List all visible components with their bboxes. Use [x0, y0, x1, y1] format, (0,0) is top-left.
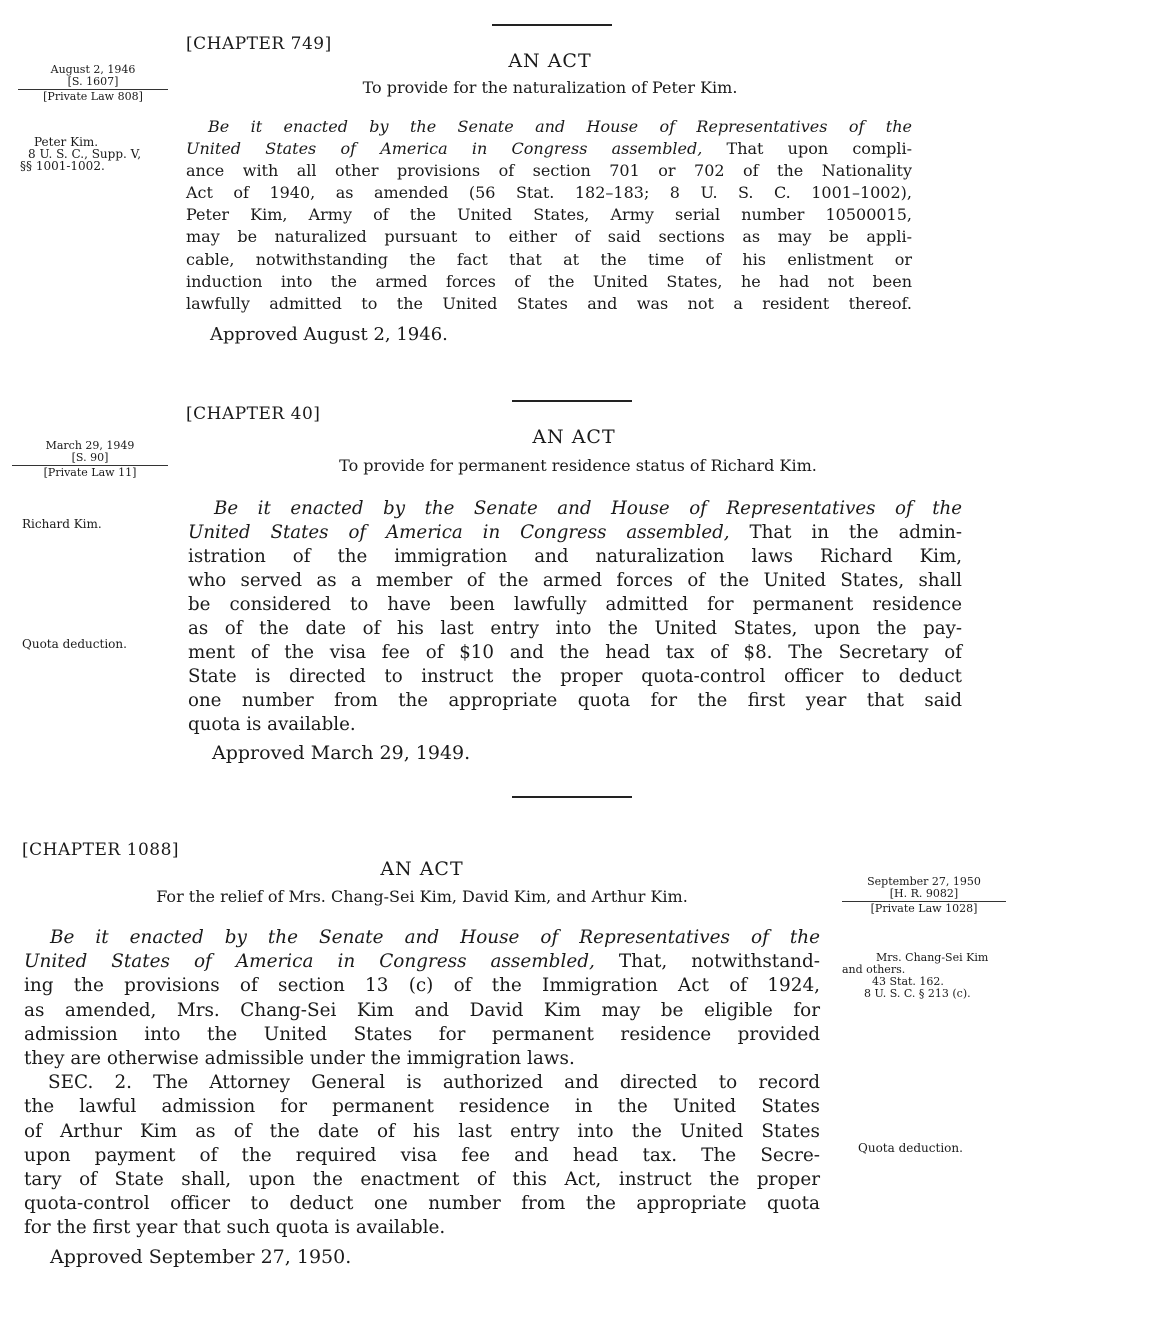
text-line: may be naturalized pursuant to either of said sections as may be appli-: [186, 227, 912, 247]
text-line: State is directed to instruct the proper quota-control officer to deduct: [188, 666, 962, 687]
text-line: United States of America in Congress assembled, That upon compli-: [186, 139, 912, 159]
act-heading: AN ACT: [532, 426, 616, 448]
margin-bill: [H. R. 9082]: [889, 887, 959, 900]
text-line: Peter Kim, Army of the United States, Army serial number 10500015,: [186, 205, 912, 225]
margin-date: March 29, 1949: [45, 439, 135, 452]
margin-notes: [20, 136, 170, 172]
approved-date: Approved September 27, 1950.: [50, 1246, 352, 1268]
text-line: cable, notwithstanding the fact that at the time of his enlistment or: [186, 249, 912, 269]
margin-bill: [S. 1607]: [67, 75, 119, 88]
margin-header: [12, 440, 168, 479]
act-purpose: To provide for permanent residence status of Richard Kim.: [339, 456, 817, 475]
act-purpose: To provide for the naturalization of Peter Kim.: [362, 78, 738, 97]
act-purpose: For the relief of Mrs. Chang-Sei Kim, David Kim, and Arthur Kim.: [156, 887, 688, 906]
chapter-number: [CHAPTER 40]: [186, 404, 321, 424]
text-line: of Arthur Kim as of the date of his last entry into the United States: [24, 1120, 820, 1142]
margin-header: [842, 876, 1006, 915]
margin-private-law: [Private Law 11]: [43, 466, 137, 479]
text-line: istration of the immigration and naturalization laws Richard Kim,: [188, 546, 962, 567]
margin-bill: [S. 90]: [71, 451, 109, 464]
text-line: quota is available.: [188, 714, 356, 735]
act-text: [188, 497, 962, 737]
margin-note: and others.: [842, 963, 906, 976]
text-line: ing the provisions of section 13 (c) of the Immigration Act of 1924,: [24, 975, 820, 997]
margin-rule: [12, 465, 168, 466]
margin-note: 8 U. S. C. § 213 (c).: [864, 987, 971, 1000]
approved-date: Approved August 2, 1946.: [210, 324, 448, 345]
margin-notes: [842, 952, 1012, 1000]
margin-private-law: [Private Law 1028]: [870, 902, 978, 915]
text-line: as amended, Mrs. Chang-Sei Kim and David Kim may be eligible for: [24, 999, 820, 1021]
text-line: United States of America in Congress assembled, That, notwithstand-: [24, 951, 820, 973]
text-line: they are otherwise admissible under the immigration laws.: [24, 1048, 575, 1070]
text-line: Be it enacted by the Senate and House of Representatives of the: [208, 117, 912, 136]
text-line: be considered to have been lawfully admitted for permanent residence: [188, 594, 962, 615]
text-line: United States of America in Congress assembled, That in the admin-: [188, 522, 962, 543]
margin-private-law: [Private Law 808]: [43, 90, 143, 103]
text-line: as of the date of his last entry into the United States, upon the pay-: [188, 618, 962, 639]
section-divider: [492, 24, 612, 26]
margin-note: 43 Stat. 162.: [872, 975, 944, 988]
margin-note: Mrs. Chang-Sei Kim: [876, 951, 989, 964]
margin-header: [18, 64, 168, 103]
margin-note: Richard Kim.: [22, 517, 102, 531]
text-line: quota-control officer to deduct one number from the appropriate quota: [24, 1193, 820, 1215]
chapter-number: [CHAPTER 1088]: [22, 840, 180, 860]
margin-date: September 27, 1950: [867, 875, 981, 888]
act-text: [186, 116, 912, 315]
text-line: Be it enacted by the Senate and House of Representatives of the: [214, 498, 962, 519]
text-line: Act of 1940, as amended (56 Stat. 182–183; 8 U. S. C. 1001–1002),: [186, 183, 912, 203]
margin-rule: [842, 901, 1006, 902]
chapter-number: [CHAPTER 749]: [186, 34, 332, 54]
margin-note: §§ 1001-1002.: [20, 159, 105, 173]
text-line: lawfully admitted to the United States and was not a resident thereof.: [186, 293, 912, 313]
text-line: ance with all other provisions of section 701 or 702 of the Nationality: [186, 161, 912, 181]
text-line: who served as a member of the armed forces of the United States, shall: [188, 570, 962, 591]
act-heading: AN ACT: [508, 50, 592, 72]
act-heading: AN ACT: [380, 858, 464, 880]
text-line: induction into the armed forces of the United States, he had not been: [186, 271, 912, 291]
text-line: upon payment of the required visa fee and head tax. The Secre-: [24, 1144, 820, 1166]
margin-note: Quota deduction.: [22, 637, 127, 651]
margin-note: Quota deduction.: [858, 1141, 963, 1155]
text-line: ment of the visa fee of $10 and the head tax of $8. The Secretary of: [188, 642, 962, 663]
text-line: admission into the United States for permanent residence provided: [24, 1023, 820, 1045]
margin-rule: [18, 89, 168, 90]
text-line: SEC. 2. The Attorney General is authorized and directed to record: [48, 1072, 820, 1094]
margin-note: 8 U. S. C., Supp. V,: [28, 147, 142, 161]
section-divider: [512, 796, 632, 798]
text-line: tary of State shall, upon the enactment of this Act, instruct the proper: [24, 1169, 820, 1191]
section-divider: [512, 400, 632, 402]
text-line: one number from the appropriate quota for the first year that said: [188, 690, 962, 711]
text-line: the lawful admission for permanent residence in the United States: [24, 1096, 820, 1118]
text-line: for the first year that such quota is available.: [24, 1217, 446, 1239]
margin-note: Peter Kim.: [34, 135, 99, 149]
text-line: Be it enacted by the Senate and House of Representatives of the: [50, 927, 820, 948]
margin-date: August 2, 1946: [50, 63, 136, 76]
approved-date: Approved March 29, 1949.: [212, 742, 471, 764]
act-text: [24, 926, 820, 1241]
